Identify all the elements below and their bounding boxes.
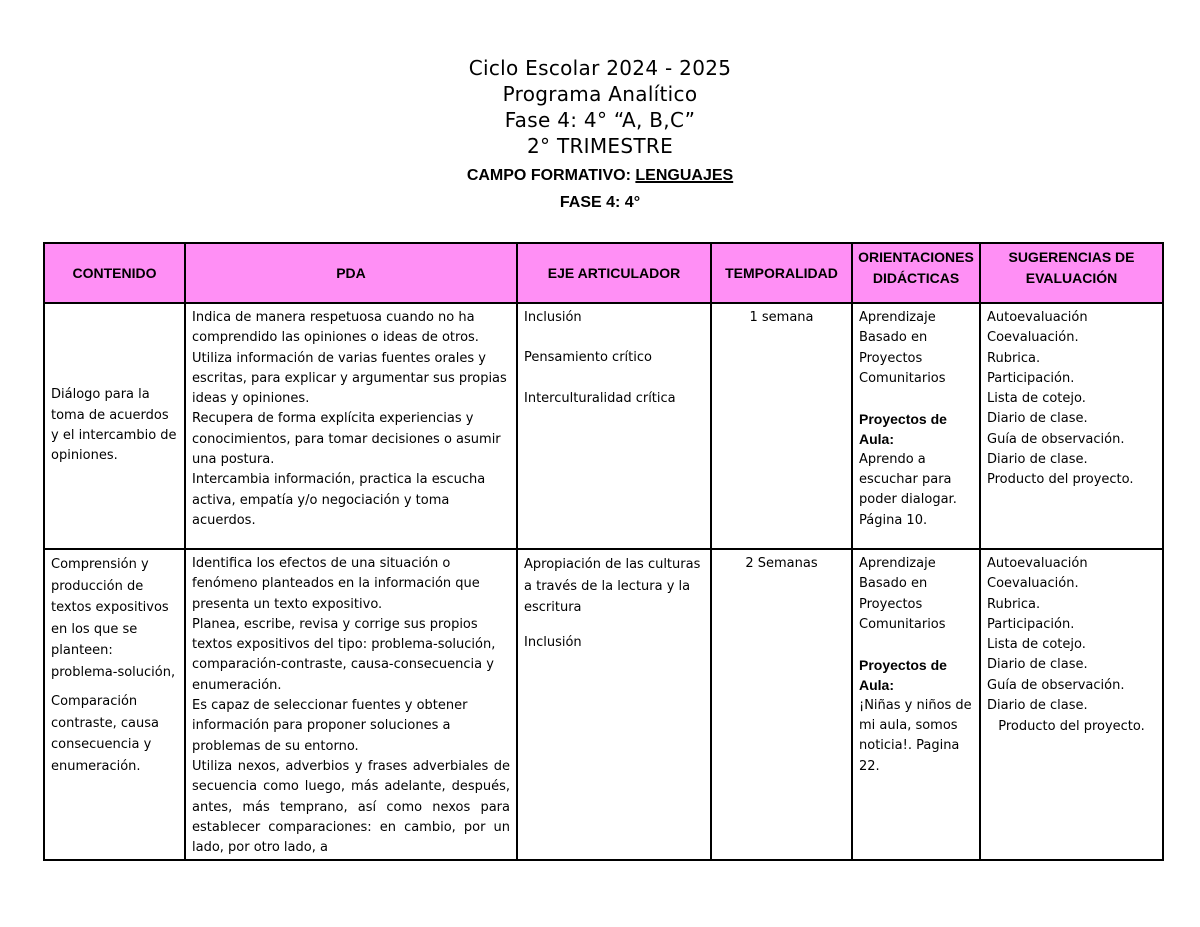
eje-item: Apropiación de las culturas a través de la lectura y la escritura <box>524 557 701 615</box>
cell-orientaciones <box>852 303 980 549</box>
campo-value: LENGUAJES <box>635 167 734 184</box>
campo-formativo <box>0 165 1200 187</box>
pda-item: Recupera de forma explícita experiencias y conocimientos, para tomar decisiones o asumir una postura. <box>192 411 501 468</box>
program-title: Programa Analítico <box>502 82 698 106</box>
evaluacion-item: Diario de clase. <box>987 452 1088 468</box>
evaluacion-item: Diario de clase. <box>987 657 1088 673</box>
col-header-evaluacion: SUGERENCIAS DE EVALUACIÓN <box>980 243 1163 303</box>
evaluacion-item: Producto del proyecto. <box>987 472 1134 488</box>
fase-subtitle: FASE 4: 4° <box>559 194 641 211</box>
campo-label: CAMPO FORMATIVO: <box>466 167 636 184</box>
proyectos-label: Proyectos de Aula: <box>859 411 947 448</box>
metodologia-text: Aprendizaje Basado en Proyectos Comunitarios <box>859 310 946 386</box>
contenido-text: Diálogo para la toma de acuerdos y el intercambio de opiniones. <box>51 387 177 464</box>
evaluacion-item: Guía de observación. <box>987 677 1125 693</box>
cell-pda <box>185 549 517 860</box>
col-header-eje: EJE ARTICULADOR <box>517 243 711 303</box>
evaluacion-item: Rubrica. <box>987 596 1041 612</box>
evaluacion-item: Diario de clase. <box>987 411 1088 427</box>
cell-contenido <box>44 303 185 549</box>
evaluacion-item: Lista de cotejo. <box>987 391 1086 407</box>
cell-eje <box>517 303 711 549</box>
evaluacion-item: Diario de clase. <box>987 698 1088 714</box>
col-header-contenido: CONTENIDO <box>44 243 185 303</box>
pda-item: Identifica los efectos de una situación o fenómeno planteados en la información que presenta un texto expositivo. <box>192 556 480 612</box>
pda-item: Indica de manera respetuosa cuando no ha comprendido las opiniones o ideas de otros. <box>192 310 479 346</box>
contenido-text: Comprensión y producción de textos expositivos en los que se planteen: problema-solución, <box>51 557 176 680</box>
proyectos-label: Proyectos de Aula: <box>859 657 947 694</box>
evaluacion-item: Coevaluación. <box>987 330 1079 346</box>
cell-evaluacion <box>980 549 1163 860</box>
pda-item: Utiliza nexos, adverbios y frases adverbiales de secuencia como luego, más adelante, después, antes, más temprano, así como nexos para establecer comparaciones: en cambio, por un lado, por otro lado, a <box>192 758 510 855</box>
pda-item: Utiliza información de varias fuentes orales y escritas, para explicar y argumentar sus propias ideas y opiniones. <box>192 350 507 407</box>
cell-pda <box>185 303 517 549</box>
phase-groups-title: Fase 4: 4° “A, B,C” <box>504 108 696 132</box>
cell-eje <box>517 549 711 860</box>
trimester-title: 2° TRIMESTRE <box>526 134 674 158</box>
table-row <box>44 303 1163 549</box>
metodologia-text: Aprendizaje Basado en Proyectos Comunitarios <box>859 556 946 632</box>
temporalidad-text: 1 semana <box>749 310 814 325</box>
eje-item: Pensamiento crítico <box>524 350 652 366</box>
cell-temporalidad <box>711 549 852 860</box>
col-header-pda: PDA <box>185 243 517 303</box>
program-table <box>43 242 1164 861</box>
evaluacion-item: Participación. <box>987 616 1075 632</box>
cell-contenido <box>44 549 185 860</box>
eje-item: Inclusión <box>524 634 582 650</box>
evaluacion-item: Lista de cotejo. <box>987 637 1086 653</box>
document-header <box>0 55 1200 214</box>
cell-temporalidad <box>711 303 852 549</box>
contenido-text: Comparación contraste, causa consecuencia y enumeración. <box>51 694 159 774</box>
pda-item: Es capaz de seleccionar fuentes y obtener información para proponer soluciones a problemas de su entorno. <box>192 698 468 754</box>
col-header-temporalidad: TEMPORALIDAD <box>711 243 852 303</box>
evaluacion-item: Coevaluación. <box>987 576 1079 592</box>
evaluacion-item: Rubrica. <box>987 350 1041 366</box>
proyecto-text: ¡Niñas y niños de mi aula, somos noticia!. Pagina 22. <box>859 697 972 774</box>
school-year-title: Ciclo Escolar 2024 - 2025 <box>468 56 732 80</box>
col-header-orientaciones: ORIENTACIONES DIDÁCTICAS <box>852 243 980 303</box>
evaluacion-item: Autoevaluación <box>987 556 1088 571</box>
cell-evaluacion <box>980 303 1163 549</box>
evaluacion-item: Participación. <box>987 370 1075 386</box>
temporalidad-text: 2 Semanas <box>745 556 818 571</box>
evaluacion-item: Guía de observación. <box>987 431 1125 447</box>
pda-item: Planea, escribe, revisa y corrige sus propios textos expositivos del tipo: problema-solución, comparación-contraste, causa-consecuencia y enumeración. <box>192 616 496 693</box>
eje-item: Inclusión <box>524 310 582 325</box>
evaluacion-item: Autoevaluación <box>987 310 1088 325</box>
table-header-row <box>44 243 1163 303</box>
table-row <box>44 549 1163 860</box>
proyecto-text: Aprendo a escuchar para poder dialogar. Página 10. <box>859 451 957 528</box>
evaluacion-item: Producto del proyecto. <box>998 719 1145 735</box>
eje-item: Interculturalidad crítica <box>524 390 676 406</box>
cell-orientaciones <box>852 549 980 860</box>
pda-item: Intercambia información, practica la escucha activa, empatía y/o negociación y toma acuerdos. <box>192 472 486 528</box>
